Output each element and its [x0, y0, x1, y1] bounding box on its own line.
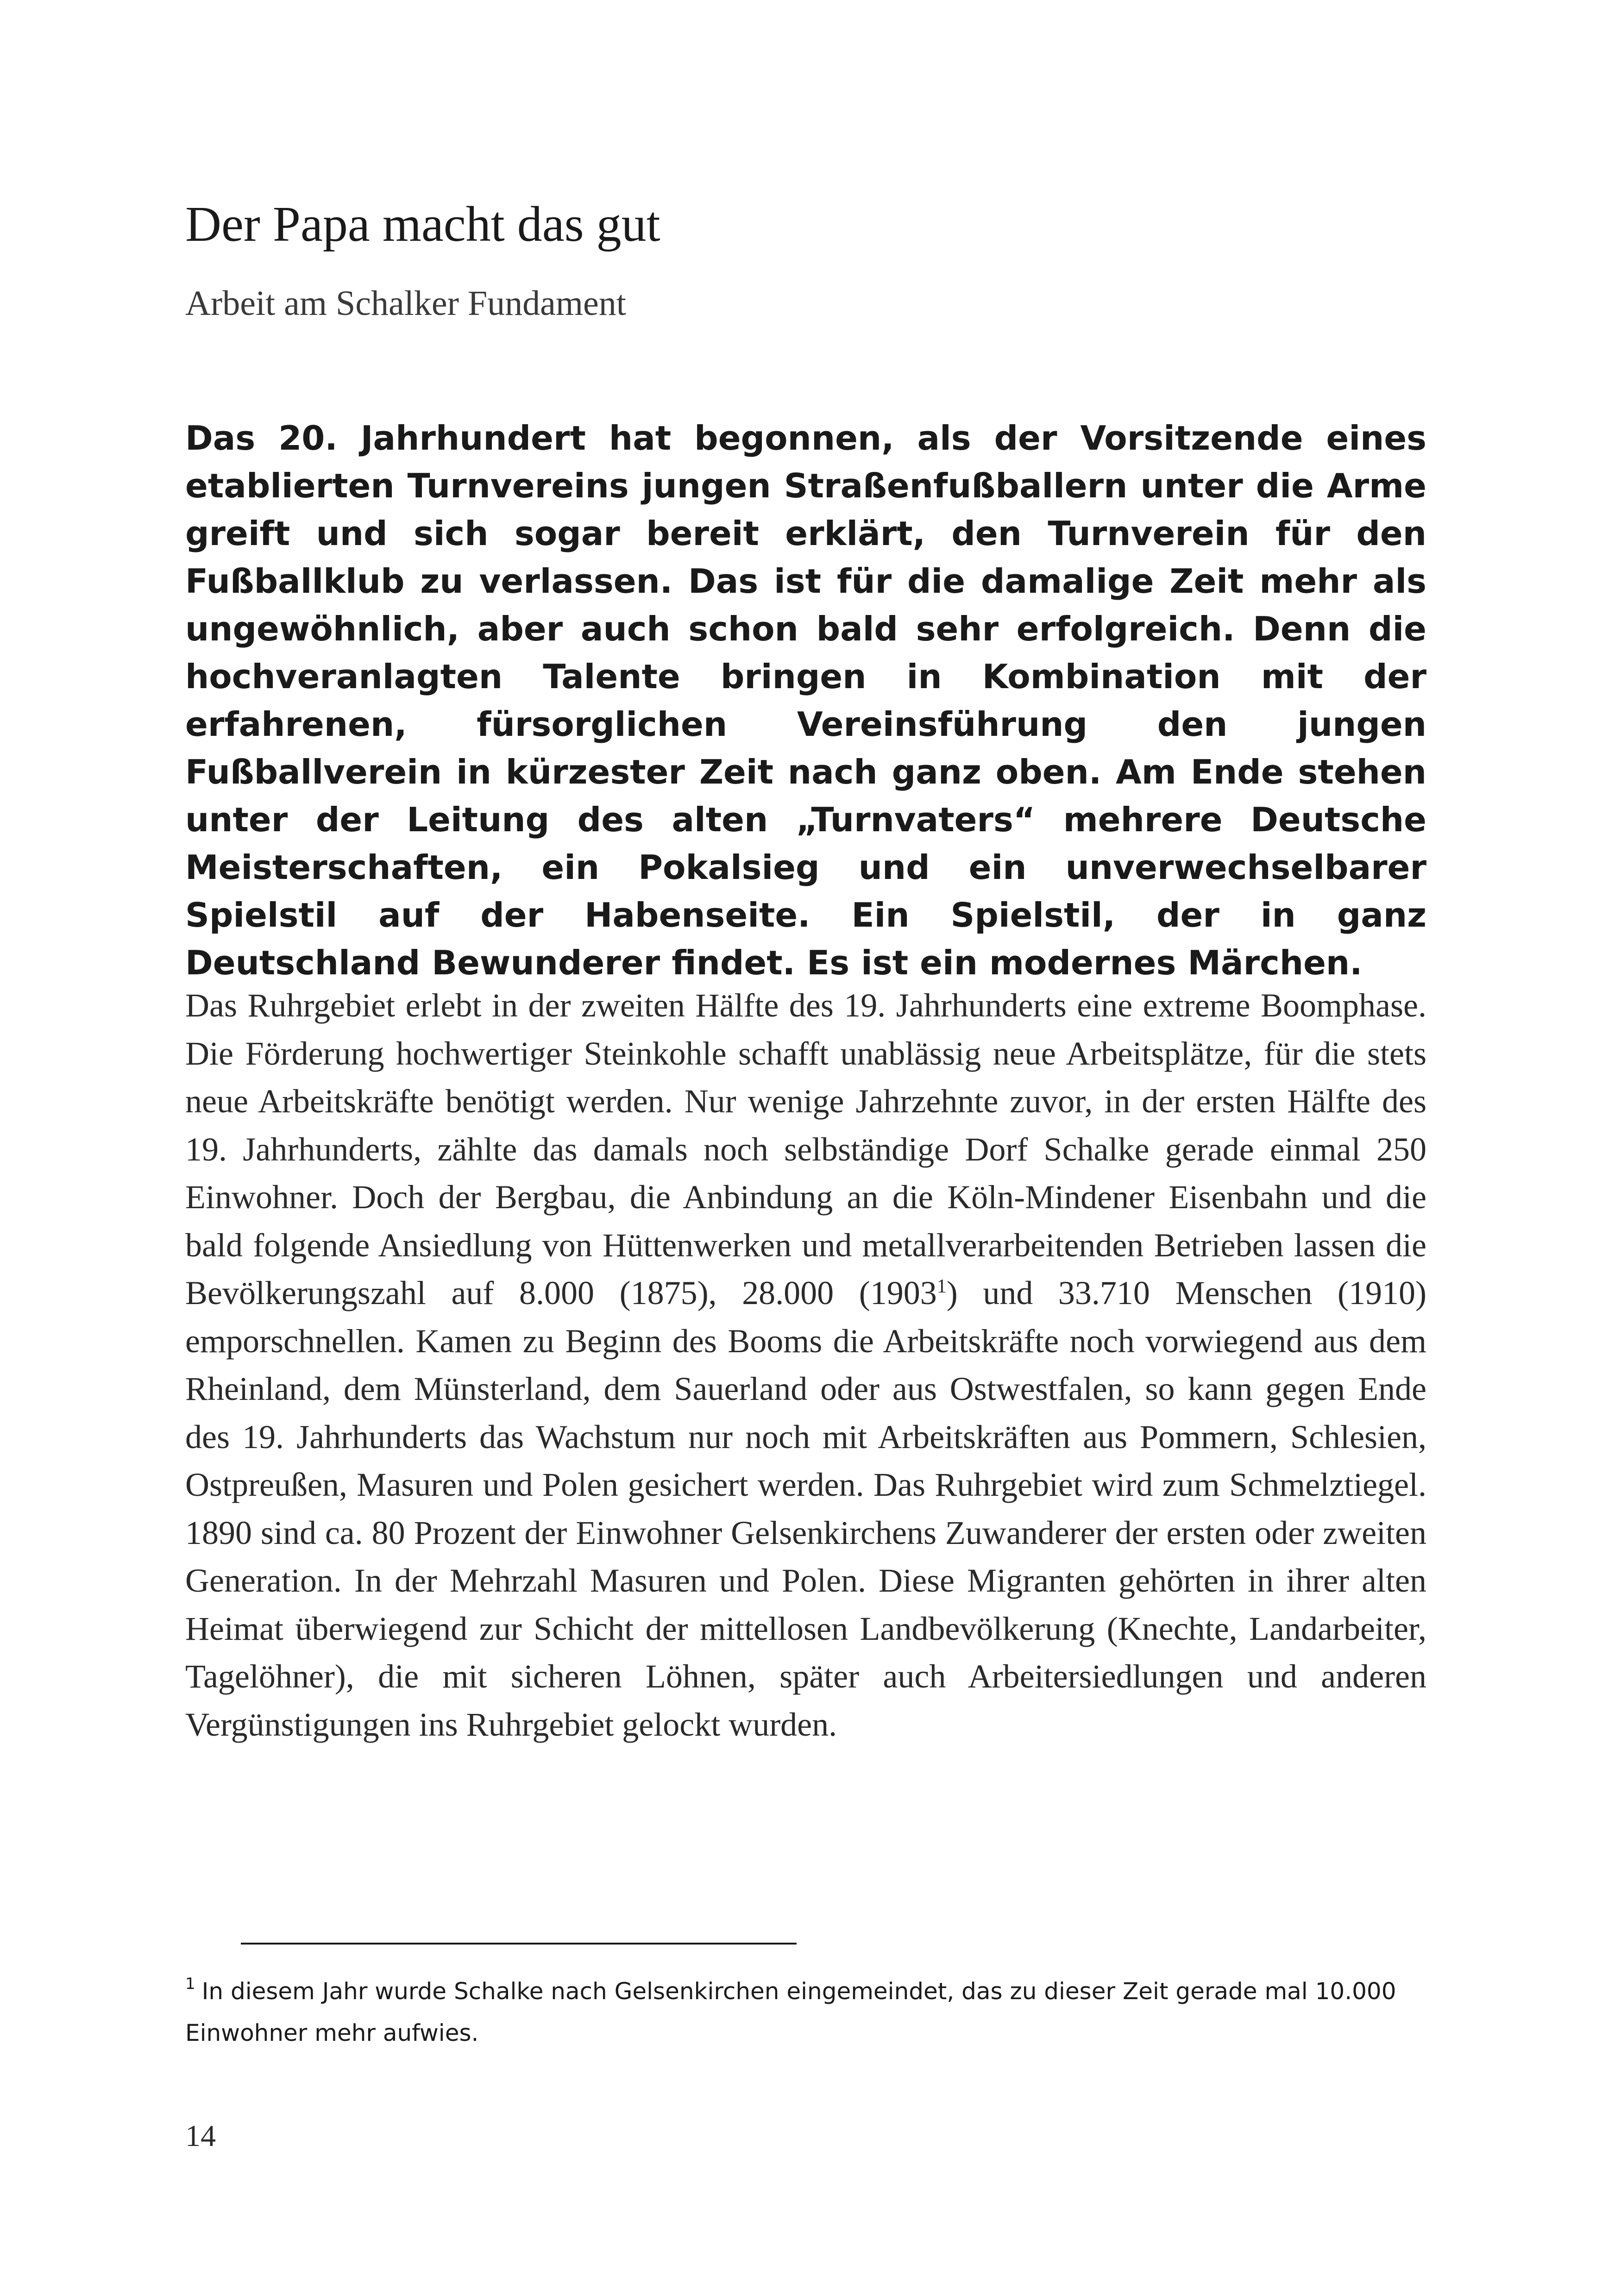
body-paragraph [185, 982, 1426, 1749]
lead-paragraph: Das 20. Jahrhundert hat begonnen, als der Vorsitzende eines etablierten Turnvereins jungen Straßenfußballern unter die Arme greift und sich sogar bereit erklärt, den Turnverein für den Fußballklub zu verlassen. Das ist für die damalige Zeit mehr als ungewöhnlich, aber auch schon bald sehr erfolgreich. Denn die hochveranlagten Talente bringen in Kombination mit der erfahrenen, fürsorglichen Vereinsführung den jungen Fußballverein in kürzester Zeit nach ganz oben. Am Ende stehen unter der Leitung des alten „Turnvaters“ mehrere Deutsche Meisterschaften, ein Pokalsieg und ein unverwechselbarer Spielstil auf der Habenseite. Ein Spielstil, der in ganz Deutschland Bewunderer findet. Es ist ein modernes Märchen. [185, 419, 1426, 982]
chapter-title: Der Papa macht das gut [185, 197, 660, 252]
footnote-reference: 1 [936, 1276, 947, 1297]
footnote [185, 1970, 1408, 2054]
chapter-subtitle: Arbeit am Schalker Fundament [185, 284, 626, 323]
body-text-part-2: ) und 33.710 Menschen (1910) emporschnellen. Kamen zu Beginn des Booms die Arbeitskräfte noch vorwiegend aus dem Rheinland, dem Münsterland, dem Sauerland oder aus Ostwestfalen, so kann gegen Ende des 19. Jahrhunderts das Wachstum nur noch mit Arbeitskräften aus Pommern, Schlesien, Ostpreußen, Masuren und Polen gesichert werden. Das Ruhrgebiet wird zum Schmelztiegel. 1890 sind ca. 80 Prozent der Einwohner Gelsenkirchens Zuwanderer der ersten oder zweiten Generation. In der Mehrzahl Masuren und Polen. Diese Migranten gehörten in ihrer alten Heimat überwiegend zur Schicht der mittellosen Landbevölkerung (Knechte, Landarbeiter, Tagelöhner), die mit sicheren Löhnen, später auch Arbeitersiedlungen und anderen Vergünstigungen ins Ruhrgebiet gelockt wurden. [185, 1274, 1427, 1743]
footnote-text: In diesem Jahr wurde Schalke nach Gelsenkirchen eingemeindet, das zu dieser Zeit gerade mal 10.000 Einwohner mehr aufwies. [185, 1978, 1396, 2046]
page-number: 14 [185, 2119, 216, 2153]
footnote-marker: 1 [185, 1975, 195, 1993]
body-text-part-1: Das Ruhrgebiet erlebt in der zweiten Hälfte des 19. Jahrhunderts eine extreme Boomphase. Die Förderung hochwertiger Steinkohle schafft unablässig neue Arbeitsplätze, für die stets neue Arbeitskräfte benötigt werden. Nur wenige Jahrzehnte zuvor, in der ersten Hälfte des 19. Jahrhunderts, zählte das damals noch selbständige Dorf Schalke gerade einmal 250 Einwohner. Doch der Bergbau, die Anbindung an die Köln-Mindener Eisenbahn und die bald folgende Ansiedlung von Hüttenwerken und metallverarbeitenden Betrieben lassen die Bevölkerungszahl auf 8.000 (1875), 28.000 (1903 [185, 987, 1426, 1311]
footnote-divider [241, 1943, 797, 1945]
